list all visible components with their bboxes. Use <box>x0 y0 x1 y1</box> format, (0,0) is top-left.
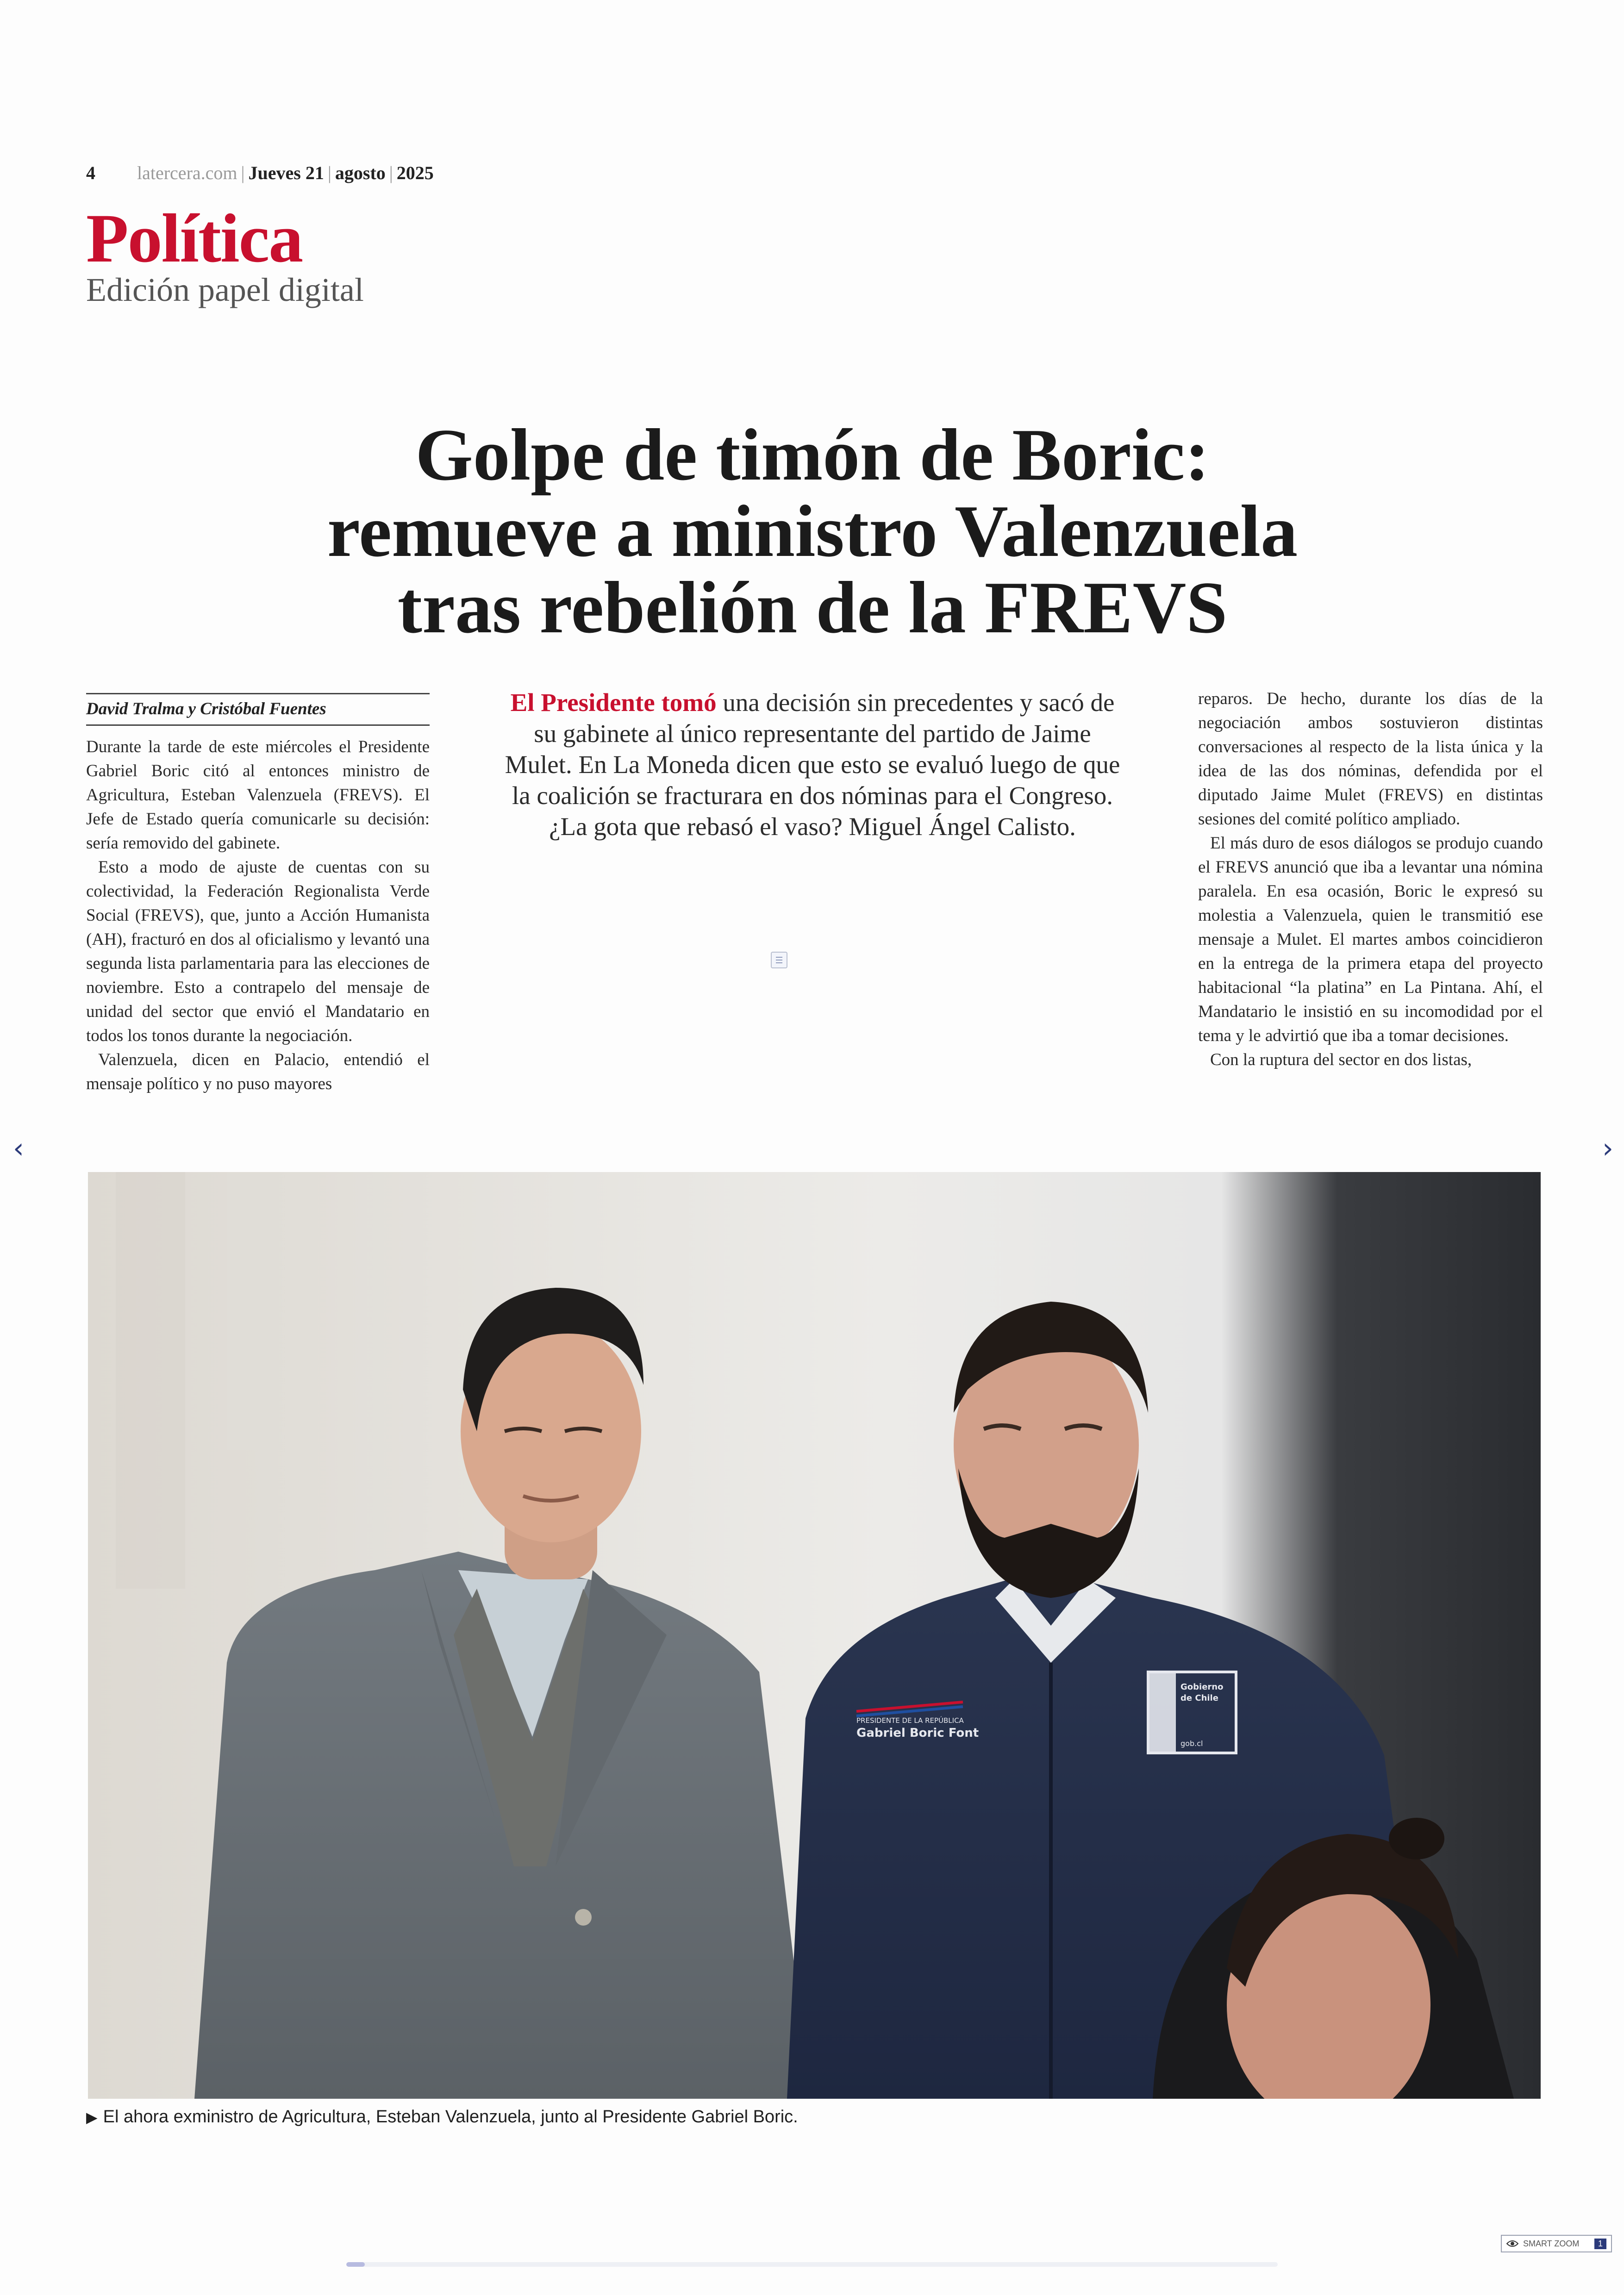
smart-zoom-count: 1 <box>1594 2239 1606 2249</box>
issue-day: Jueves 21 <box>248 162 324 183</box>
lead-text: una decisión sin precedentes y sacó de su gabinete al único representante del partido de Jaime Mulet. En La Moneda dicen que esto se evaluó luego de que la coalición se fracturara en dos nóminas para el Congreso. ¿La gota que rebasó el vaso? Miguel Ángel Calisto. <box>505 688 1120 841</box>
paragraph: El más duro de esos diálogos se produjo cuando el FREVS anunció que iba a levantar una nómina paralela. En esa ocasión, Boric le expresó su molestia a Valenzuela, quien le transmitió ese mensaje a Mulet. El martes ambos coincidieron en la entrega de la primera etapa del proyecto habitacional “la platina” en La Pintana. Ahí, el Mandatario le insistió en su incomodidad por el tema y le advirtió que iba a tomar decisiones. <box>1198 834 1543 1045</box>
caption-text: El ahora exministro de Agricultura, Esteban Valenzuela, junto al Presidente Gabriel Boric. <box>103 2107 798 2127</box>
caption-arrow-icon: ▶ <box>86 2109 98 2126</box>
photo-illustration <box>88 1172 1541 2099</box>
lead-paragraph <box>505 687 1120 842</box>
logo-text-1: Gobierno <box>1181 1682 1224 1692</box>
article-link-icon[interactable] <box>771 952 787 968</box>
logo-text-3: gob.cl <box>1181 1739 1203 1748</box>
page-progress-fill <box>346 2262 365 2267</box>
logo-text-2: de Chile <box>1181 1693 1218 1703</box>
headline-line: tras rebelión de la FREVS <box>397 566 1228 649</box>
headline-line: remueve a ministro Valenzuela <box>327 490 1298 572</box>
section-title: Política <box>86 200 303 277</box>
smart-zoom-button[interactable] <box>1501 2235 1612 2252</box>
chevron-left-icon: ‹ <box>13 1132 24 1165</box>
paragraph: Con la ruptura del sector en dos listas, <box>1210 1050 1472 1069</box>
byline: David Tralma y Cristóbal Fuentes <box>86 693 430 726</box>
previous-page-button[interactable] <box>2 1128 35 1169</box>
issue-month: agosto <box>335 162 386 183</box>
jacket-text-2: Gabriel Boric Font <box>856 1726 979 1740</box>
smart-zoom-label: SMART ZOOM <box>1523 2239 1580 2248</box>
paragraph: Valenzuela, dicen en Palacio, entendió el mensaje político y no puso mayores <box>86 1050 430 1093</box>
next-page-button[interactable] <box>1592 1128 1624 1169</box>
photo-caption <box>86 2107 798 2127</box>
paragraph: reparos. De hecho, durante los días de la negociación ambos sostuvieron distintas conversaciones al respecto de la lista única y la idea de las dos nóminas, defendida por el diputado Jaime Mulet (FREVS) en distintas sesiones del comité político ampliado. <box>1198 689 1543 829</box>
page-number: 4 <box>86 162 95 183</box>
jacket-text-1: PRESIDENTE DE LA REPÚBLICA <box>856 1716 964 1725</box>
article-column-3 <box>1198 687 1543 1152</box>
lead-highlight: El Presidente tomó <box>510 688 717 717</box>
article-column-1 <box>86 735 430 1152</box>
page-progress-bar[interactable] <box>346 2262 1278 2267</box>
chevron-right-icon: › <box>1602 1132 1613 1165</box>
article-photo <box>88 1172 1541 2099</box>
paragraph: Esto a modo de ajuste de cuentas con su colectividad, la Federación Regionalista Verde Social (FREVS), que, junto a Acción Humanista (AH), fracturó en dos al oficialismo y levantó una segunda lista parlamentaria para las elecciones de noviembre. Esto a contrapelo del mensaje de unidad del sector que envió el Mandatario en todos los tonos durante la negociación. <box>86 858 430 1045</box>
site-name: latercera.com <box>137 162 237 183</box>
headline-line: Golpe de timón de Boric: <box>415 413 1210 496</box>
issue-year: 2025 <box>396 162 434 183</box>
folio: 4 latercera.com | Jueves 21 | agosto | 2025 <box>86 162 434 183</box>
edition-label: Edición papel digital <box>86 271 364 308</box>
headline <box>139 413 1486 649</box>
eye-icon <box>1506 2240 1518 2247</box>
paragraph: Durante la tarde de este miércoles el Presidente Gabriel Boric citó al entonces ministro de Agricultura, Esteban Valenzuela (FREVS). El Jefe de Estado quería comunicarle su decisión: sería removido del gabinete. <box>86 737 430 853</box>
